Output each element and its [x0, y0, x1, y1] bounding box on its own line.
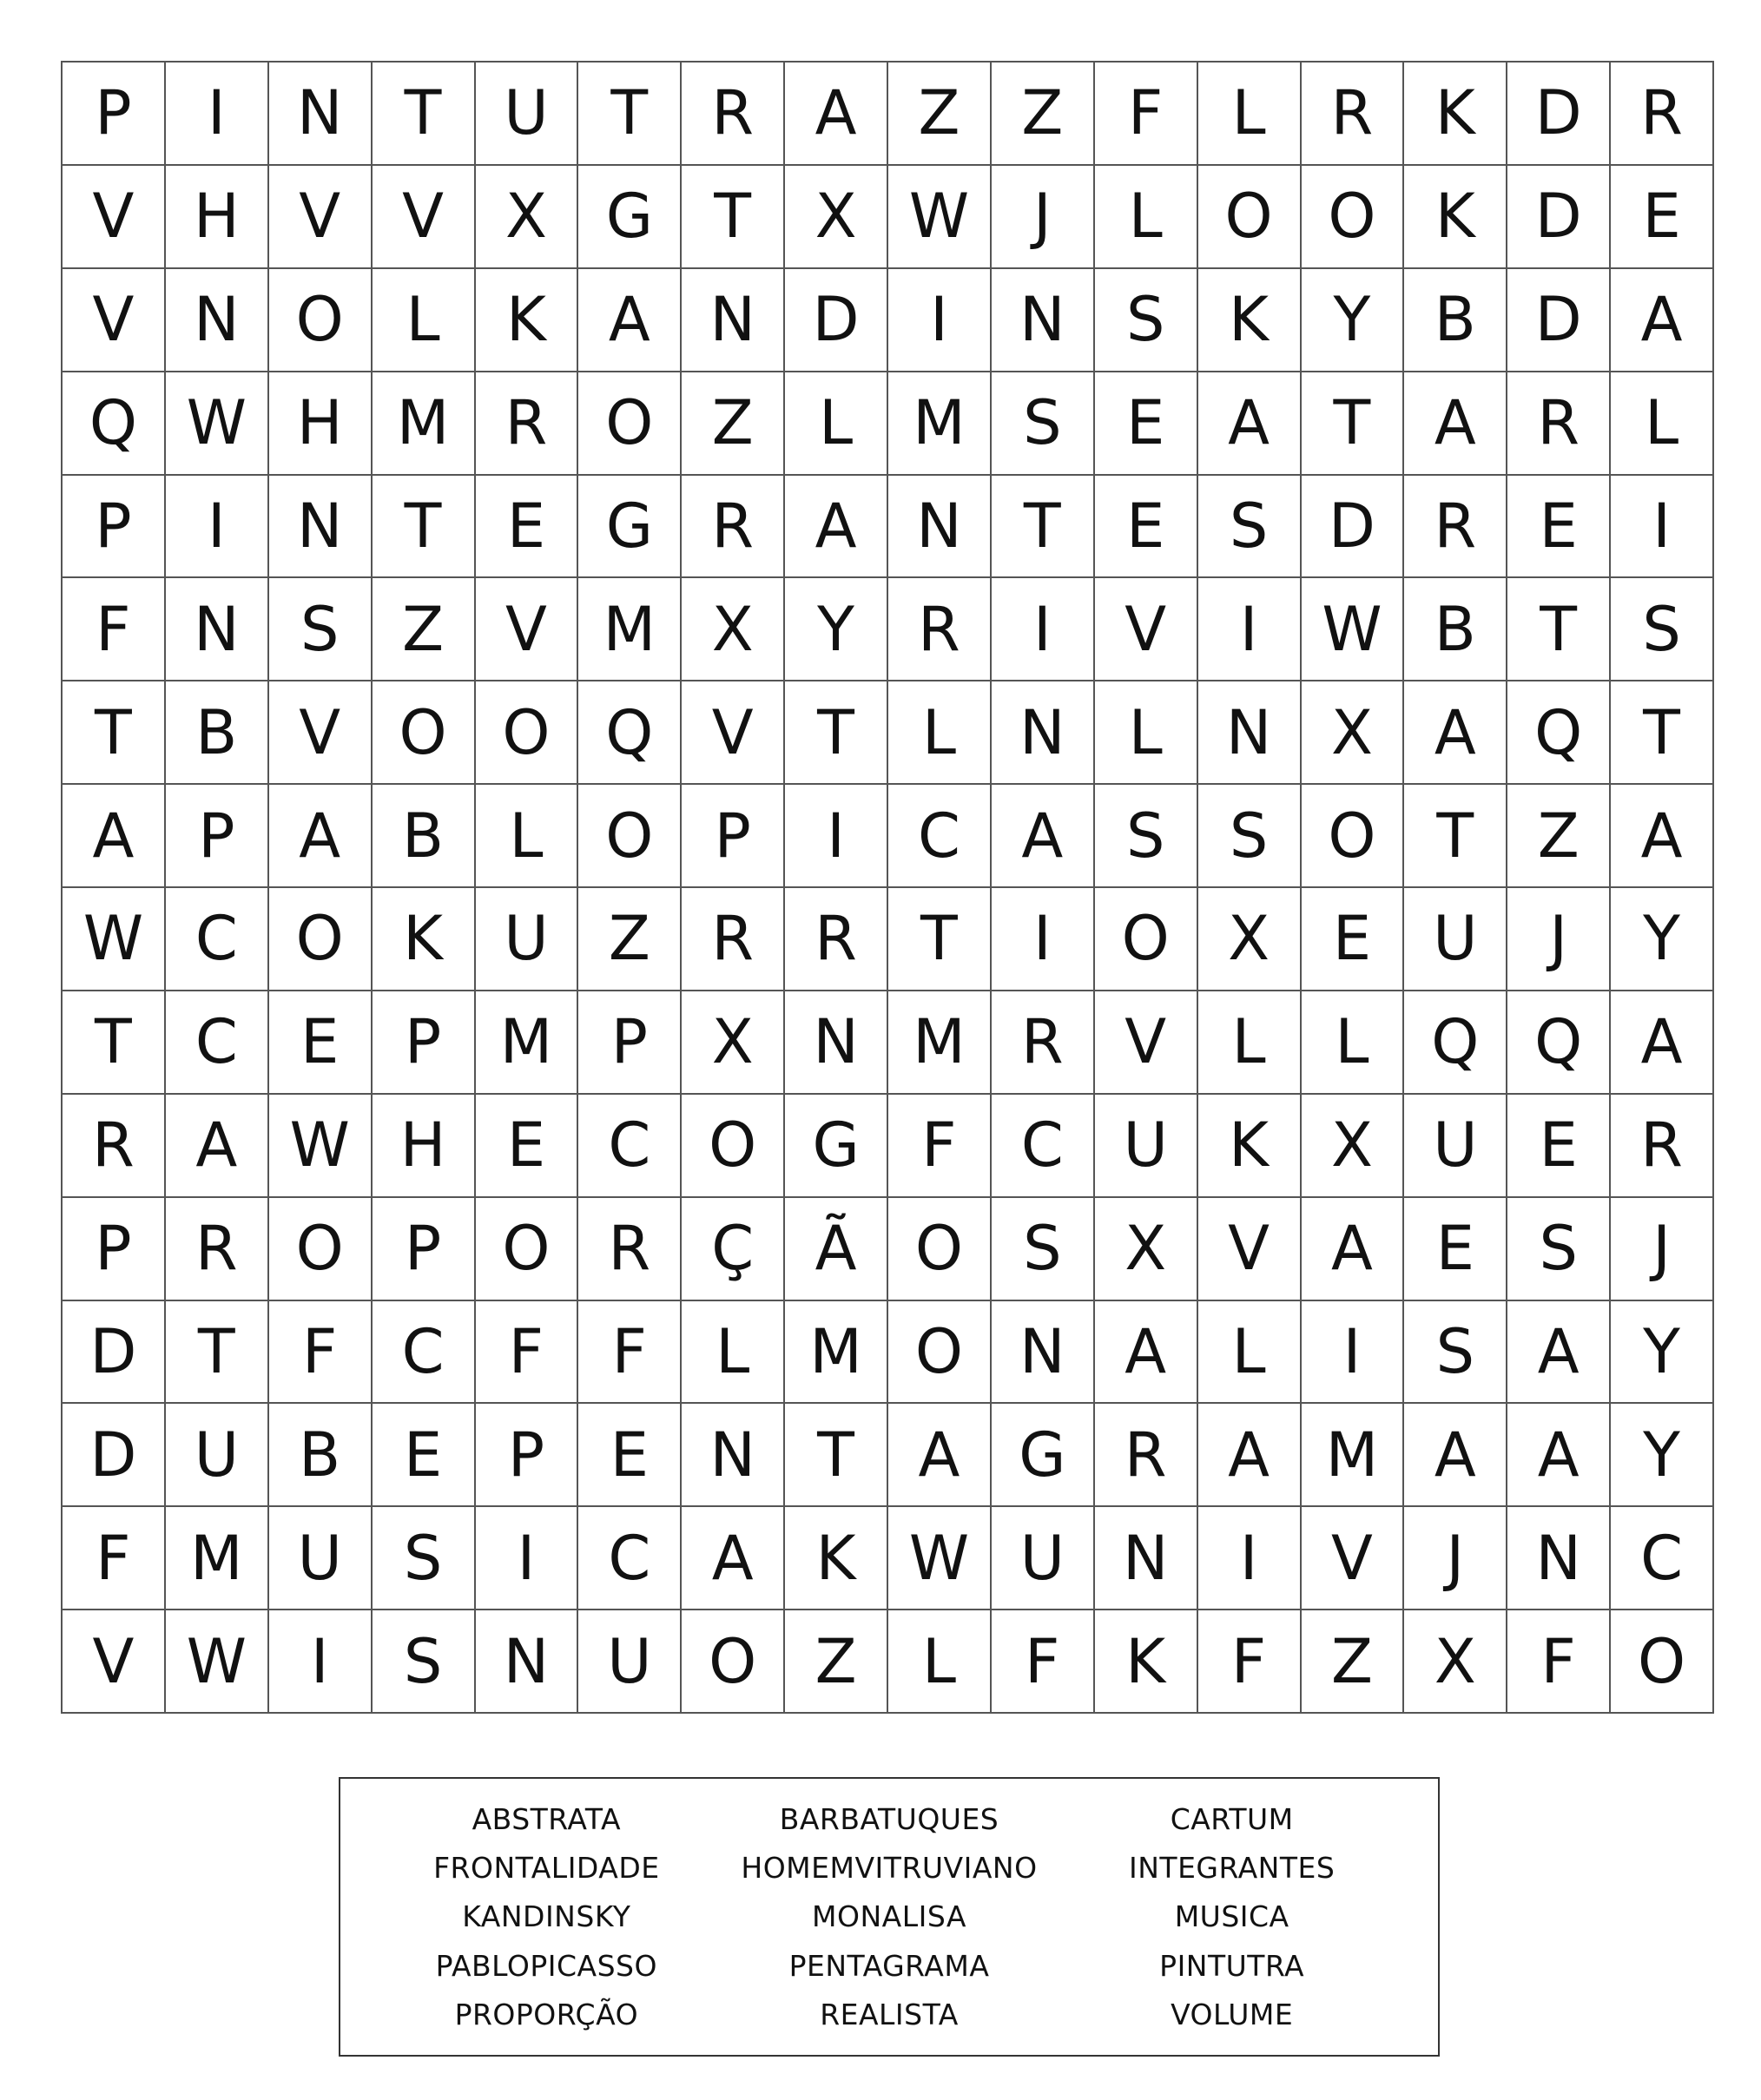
grid-cell[interactable]: E: [476, 1095, 579, 1198]
grid-cell[interactable]: V: [373, 166, 476, 269]
grid-cell[interactable]: D: [63, 1301, 166, 1405]
grid-cell[interactable]: Z: [992, 63, 1095, 166]
grid-cell[interactable]: N: [476, 1610, 579, 1714]
grid-cell[interactable]: A: [63, 785, 166, 888]
word-list-item: REALISTA: [820, 1998, 959, 2032]
grid-cell[interactable]: A: [1611, 991, 1714, 1095]
grid-cell[interactable]: B: [373, 785, 476, 888]
grid-cell[interactable]: S: [1404, 1301, 1507, 1405]
grid-cell[interactable]: O: [682, 1610, 785, 1714]
grid-cell[interactable]: A: [1507, 1301, 1611, 1405]
grid-cell[interactable]: P: [63, 476, 166, 579]
grid-cell[interactable]: E: [1507, 476, 1611, 579]
grid-cell[interactable]: O: [1302, 166, 1405, 269]
grid-cell[interactable]: A: [785, 63, 888, 166]
grid-cell[interactable]: P: [373, 1198, 476, 1301]
grid-cell[interactable]: N: [682, 1404, 785, 1507]
grid-cell[interactable]: E: [1095, 372, 1198, 476]
grid-cell[interactable]: M: [888, 991, 992, 1095]
grid-cell[interactable]: R: [578, 1198, 682, 1301]
grid-cell[interactable]: A: [785, 476, 888, 579]
grid-cell[interactable]: W: [269, 1095, 373, 1198]
grid-cell[interactable]: L: [373, 269, 476, 372]
grid-cell[interactable]: P: [63, 1198, 166, 1301]
grid-cell[interactable]: U: [476, 63, 579, 166]
grid-cell[interactable]: Z: [1302, 1610, 1405, 1714]
grid-cell[interactable]: H: [373, 1095, 476, 1198]
grid-cell[interactable]: D: [1507, 269, 1611, 372]
grid-cell[interactable]: O: [269, 888, 373, 991]
grid-cell[interactable]: C: [578, 1507, 682, 1610]
grid-cell[interactable]: T: [373, 476, 476, 579]
grid-cell[interactable]: M: [1302, 1404, 1405, 1507]
word-list-item: HOMEMVITRUVIANO: [741, 1851, 1038, 1886]
grid-cell[interactable]: T: [1404, 785, 1507, 888]
grid-cell[interactable]: L: [1095, 166, 1198, 269]
grid-cell[interactable]: X: [1095, 1198, 1198, 1301]
grid-cell[interactable]: F: [63, 1507, 166, 1610]
word-list-item: BARBATUQUES: [779, 1801, 999, 1836]
grid-cell[interactable]: D: [1507, 166, 1611, 269]
grid-cell[interactable]: A: [888, 1404, 992, 1507]
grid-cell[interactable]: H: [166, 166, 269, 269]
grid-cell[interactable]: B: [166, 681, 269, 785]
grid-cell[interactable]: P: [373, 991, 476, 1095]
grid-cell[interactable]: M: [476, 991, 579, 1095]
grid-cell[interactable]: S: [1095, 269, 1198, 372]
grid-cell[interactable]: T: [578, 63, 682, 166]
word-list-item: PENTAGRAMA: [788, 1948, 990, 1983]
grid-cell[interactable]: N: [992, 681, 1095, 785]
grid-cell[interactable]: L: [1198, 63, 1302, 166]
grid-cell[interactable]: Y: [785, 578, 888, 681]
grid-cell[interactable]: T: [682, 166, 785, 269]
grid-cell[interactable]: F: [888, 1095, 992, 1198]
grid-cell[interactable]: E: [1611, 166, 1714, 269]
grid-cell[interactable]: L: [476, 785, 579, 888]
word-list: [339, 1777, 1440, 2057]
grid-cell[interactable]: N: [1198, 681, 1302, 785]
grid-cell[interactable]: D: [63, 1404, 166, 1507]
grid-cell[interactable]: S: [269, 578, 373, 681]
grid-cell[interactable]: A: [1095, 1301, 1198, 1405]
grid-cell[interactable]: J: [1404, 1507, 1507, 1610]
grid-cell[interactable]: V: [1095, 991, 1198, 1095]
grid-cell[interactable]: K: [373, 888, 476, 991]
grid-cell[interactable]: R: [1507, 372, 1611, 476]
grid-cell[interactable]: P: [63, 63, 166, 166]
grid-cell[interactable]: X: [1302, 681, 1405, 785]
grid-cell[interactable]: E: [1404, 1198, 1507, 1301]
grid-cell[interactable]: J: [1507, 888, 1611, 991]
grid-cell[interactable]: A: [166, 1095, 269, 1198]
grid-cell[interactable]: W: [1302, 578, 1405, 681]
grid-cell[interactable]: O: [1095, 888, 1198, 991]
grid-cell[interactable]: T: [1507, 578, 1611, 681]
grid-cell[interactable]: T: [785, 1404, 888, 1507]
grid-cell[interactable]: V: [269, 166, 373, 269]
grid-cell[interactable]: M: [373, 372, 476, 476]
grid-cell[interactable]: P: [578, 991, 682, 1095]
grid-cell[interactable]: J: [992, 166, 1095, 269]
word-list-item: ABSTRATA: [472, 1801, 622, 1836]
grid-cell[interactable]: I: [888, 269, 992, 372]
grid-cell[interactable]: T: [888, 888, 992, 991]
grid-cell[interactable]: I: [166, 63, 269, 166]
grid-cell[interactable]: N: [166, 578, 269, 681]
grid-cell[interactable]: E: [476, 476, 579, 579]
grid-cell[interactable]: N: [269, 63, 373, 166]
grid-cell[interactable]: C: [166, 888, 269, 991]
word-list-item: FRONTALIDADE: [433, 1851, 660, 1886]
grid-cell[interactable]: S: [992, 372, 1095, 476]
grid-cell[interactable]: C: [578, 1095, 682, 1198]
grid-cell[interactable]: U: [1404, 1095, 1507, 1198]
grid-cell[interactable]: I: [269, 1610, 373, 1714]
grid-cell[interactable]: I: [992, 888, 1095, 991]
grid-cell[interactable]: L: [1095, 681, 1198, 785]
grid-cell[interactable]: C: [166, 991, 269, 1095]
grid-cell[interactable]: L: [1198, 991, 1302, 1095]
grid-cell[interactable]: B: [1404, 578, 1507, 681]
grid-cell[interactable]: W: [166, 1610, 269, 1714]
grid-cell[interactable]: P: [476, 1404, 579, 1507]
grid-cell[interactable]: Z: [888, 63, 992, 166]
grid-cell[interactable]: Z: [785, 1610, 888, 1714]
word-list-item: VOLUME: [1171, 1998, 1294, 2032]
grid-cell[interactable]: O: [1611, 1610, 1714, 1714]
grid-cell[interactable]: I: [1198, 1507, 1302, 1610]
grid-cell[interactable]: T: [785, 681, 888, 785]
grid-cell[interactable]: X: [476, 166, 579, 269]
grid-cell[interactable]: Q: [1404, 991, 1507, 1095]
grid-cell[interactable]: K: [1198, 269, 1302, 372]
grid-cell[interactable]: W: [888, 166, 992, 269]
grid-cell[interactable]: S: [1095, 785, 1198, 888]
grid-cell[interactable]: T: [63, 681, 166, 785]
grid-cell[interactable]: O: [476, 1198, 579, 1301]
grid-cell[interactable]: Q: [63, 372, 166, 476]
grid-cell[interactable]: R: [682, 476, 785, 579]
grid-cell[interactable]: K: [1095, 1610, 1198, 1714]
grid-cell[interactable]: Y: [1302, 269, 1405, 372]
grid-cell[interactable]: B: [269, 1404, 373, 1507]
grid-cell[interactable]: O: [1198, 166, 1302, 269]
grid-cell[interactable]: G: [992, 1404, 1095, 1507]
word-list-item: PINTUTRA: [1159, 1948, 1305, 1983]
grid-cell[interactable]: T: [63, 991, 166, 1095]
grid-cell[interactable]: V: [63, 1610, 166, 1714]
grid-cell[interactable]: S: [1507, 1198, 1611, 1301]
grid-cell[interactable]: R: [476, 372, 579, 476]
word-list-item: MONALISA: [812, 1899, 966, 1934]
grid-cell[interactable]: S: [373, 1610, 476, 1714]
grid-cell[interactable]: U: [166, 1404, 269, 1507]
grid-cell[interactable]: R: [1611, 63, 1714, 166]
grid-cell[interactable]: E: [1302, 888, 1405, 991]
grid-cell[interactable]: M: [578, 578, 682, 681]
grid-cell[interactable]: E: [578, 1404, 682, 1507]
grid-cell[interactable]: O: [578, 785, 682, 888]
grid-cell[interactable]: O: [888, 1301, 992, 1405]
grid-cell[interactable]: N: [1507, 1507, 1611, 1610]
grid-cell[interactable]: X: [1198, 888, 1302, 991]
grid-cell[interactable]: Z: [1507, 785, 1611, 888]
grid-cell[interactable]: A: [578, 269, 682, 372]
grid-cell[interactable]: A: [1198, 372, 1302, 476]
grid-cell[interactable]: N: [888, 476, 992, 579]
grid-cell[interactable]: U: [992, 1507, 1095, 1610]
grid-cell[interactable]: O: [888, 1198, 992, 1301]
grid-cell[interactable]: D: [1507, 63, 1611, 166]
grid-cell[interactable]: C: [373, 1301, 476, 1405]
grid-cell[interactable]: F: [1095, 63, 1198, 166]
grid-cell[interactable]: O: [476, 681, 579, 785]
grid-cell[interactable]: E: [269, 991, 373, 1095]
grid-cell[interactable]: Q: [1507, 681, 1611, 785]
word-list-item: MUSICA: [1174, 1899, 1289, 1934]
grid-cell[interactable]: I: [1611, 476, 1714, 579]
grid-cell[interactable]: W: [888, 1507, 992, 1610]
grid-cell[interactable]: Q: [1507, 991, 1611, 1095]
grid-cell[interactable]: K: [1404, 166, 1507, 269]
grid-cell[interactable]: S: [1198, 785, 1302, 888]
grid-cell[interactable]: O: [269, 1198, 373, 1301]
grid-cell[interactable]: R: [166, 1198, 269, 1301]
grid-cell[interactable]: D: [785, 269, 888, 372]
grid-cell[interactable]: I: [1302, 1301, 1405, 1405]
grid-cell[interactable]: Y: [1611, 1404, 1714, 1507]
grid-cell[interactable]: R: [63, 1095, 166, 1198]
grid-cell[interactable]: A: [1198, 1404, 1302, 1507]
grid-cell[interactable]: P: [682, 785, 785, 888]
grid-cell[interactable]: V: [682, 681, 785, 785]
grid-cell[interactable]: L: [785, 372, 888, 476]
grid-cell[interactable]: T: [166, 1301, 269, 1405]
grid-cell[interactable]: X: [682, 991, 785, 1095]
grid-cell[interactable]: R: [1302, 63, 1405, 166]
grid-cell[interactable]: V: [269, 681, 373, 785]
grid-cell[interactable]: Y: [1611, 1301, 1714, 1405]
grid-cell[interactable]: N: [166, 269, 269, 372]
grid-cell[interactable]: T: [992, 476, 1095, 579]
grid-cell[interactable]: Z: [682, 372, 785, 476]
grid-cell[interactable]: I: [476, 1507, 579, 1610]
grid-cell[interactable]: R: [1404, 476, 1507, 579]
grid-cell[interactable]: U: [578, 1610, 682, 1714]
grid-cell[interactable]: V: [1302, 1507, 1405, 1610]
grid-cell[interactable]: V: [63, 269, 166, 372]
grid-cell[interactable]: C: [1611, 1507, 1714, 1610]
grid-cell[interactable]: I: [785, 785, 888, 888]
grid-cell[interactable]: A: [992, 785, 1095, 888]
grid-cell[interactable]: X: [1404, 1610, 1507, 1714]
grid-cell[interactable]: N: [785, 991, 888, 1095]
grid-cell[interactable]: O: [373, 681, 476, 785]
grid-cell[interactable]: E: [1507, 1095, 1611, 1198]
grid-cell[interactable]: W: [63, 888, 166, 991]
grid-cell[interactable]: X: [785, 166, 888, 269]
grid-cell[interactable]: F: [992, 1610, 1095, 1714]
word-list-item: CARTUM: [1170, 1801, 1294, 1836]
grid-cell[interactable]: J: [1611, 1198, 1714, 1301]
grid-cell[interactable]: I: [992, 578, 1095, 681]
grid-cell[interactable]: R: [992, 991, 1095, 1095]
grid-cell[interactable]: V: [1198, 1198, 1302, 1301]
grid-cell[interactable]: Y: [1611, 888, 1714, 991]
word-list-item: KANDINSKY: [462, 1899, 631, 1934]
grid-cell[interactable]: T: [373, 63, 476, 166]
grid-cell[interactable]: W: [166, 372, 269, 476]
grid-cell[interactable]: U: [1095, 1095, 1198, 1198]
grid-cell[interactable]: I: [1198, 578, 1302, 681]
grid-cell[interactable]: H: [269, 372, 373, 476]
grid-cell[interactable]: L: [1611, 372, 1714, 476]
grid-cell[interactable]: B: [1404, 269, 1507, 372]
grid-cell[interactable]: V: [476, 578, 579, 681]
grid-cell[interactable]: M: [785, 1301, 888, 1405]
grid-cell[interactable]: K: [476, 269, 579, 372]
grid-cell[interactable]: R: [682, 888, 785, 991]
grid-cell[interactable]: P: [166, 785, 269, 888]
grid-cell[interactable]: R: [682, 63, 785, 166]
grid-cell[interactable]: N: [992, 1301, 1095, 1405]
grid-cell[interactable]: Z: [578, 888, 682, 991]
grid-cell[interactable]: D: [1302, 476, 1405, 579]
grid-cell[interactable]: L: [888, 681, 992, 785]
grid-cell[interactable]: A: [1404, 1404, 1507, 1507]
grid-cell[interactable]: L: [1198, 1301, 1302, 1405]
word-list-item: PROPORÇÃO: [454, 1998, 639, 2032]
grid-cell[interactable]: K: [1404, 63, 1507, 166]
grid-cell[interactable]: A: [1404, 681, 1507, 785]
grid-cell[interactable]: L: [682, 1301, 785, 1405]
grid-cell[interactable]: T: [1302, 372, 1405, 476]
grid-cell[interactable]: K: [785, 1507, 888, 1610]
grid-cell[interactable]: L: [888, 1610, 992, 1714]
grid-cell[interactable]: T: [1611, 681, 1714, 785]
grid-cell[interactable]: G: [578, 166, 682, 269]
grid-cell[interactable]: S: [1198, 476, 1302, 579]
grid-cell[interactable]: A: [269, 785, 373, 888]
grid-cell[interactable]: F: [578, 1301, 682, 1405]
grid-cell[interactable]: S: [1611, 578, 1714, 681]
grid-cell[interactable]: R: [1095, 1404, 1198, 1507]
grid-cell[interactable]: A: [1611, 785, 1714, 888]
word-list-item: INTEGRANTES: [1129, 1851, 1336, 1886]
grid-cell[interactable]: N: [269, 476, 373, 579]
word-list-item: PABLOPICASSO: [435, 1948, 657, 1983]
grid-cell[interactable]: O: [682, 1095, 785, 1198]
grid-cell[interactable]: S: [992, 1198, 1095, 1301]
grid-cell[interactable]: F: [1198, 1610, 1302, 1714]
grid-cell[interactable]: O: [269, 269, 373, 372]
grid-cell[interactable]: E: [373, 1404, 476, 1507]
grid-cell[interactable]: U: [269, 1507, 373, 1610]
grid-cell[interactable]: R: [888, 578, 992, 681]
grid-cell[interactable]: A: [682, 1507, 785, 1610]
grid-cell[interactable]: F: [476, 1301, 579, 1405]
grid-cell[interactable]: Q: [578, 681, 682, 785]
grid-cell[interactable]: S: [373, 1507, 476, 1610]
grid-cell[interactable]: G: [785, 1095, 888, 1198]
grid-cell[interactable]: F: [1507, 1610, 1611, 1714]
grid-cell[interactable]: Ç: [682, 1198, 785, 1301]
grid-cell[interactable]: C: [992, 1095, 1095, 1198]
grid-cell[interactable]: C: [888, 785, 992, 888]
grid-cell[interactable]: G: [578, 476, 682, 579]
grid-cell[interactable]: V: [63, 166, 166, 269]
letter-grid: [61, 61, 1714, 1714]
grid-cell[interactable]: F: [269, 1301, 373, 1405]
grid-cell[interactable]: A: [1404, 372, 1507, 476]
grid-cell[interactable]: O: [578, 372, 682, 476]
grid-cell[interactable]: A: [1611, 269, 1714, 372]
grid-cell[interactable]: R: [1611, 1095, 1714, 1198]
grid-cell[interactable]: V: [1095, 578, 1198, 681]
grid-cell[interactable]: Ã: [785, 1198, 888, 1301]
grid-cell[interactable]: E: [1095, 476, 1198, 579]
grid-cell[interactable]: F: [63, 578, 166, 681]
grid-cell[interactable]: U: [1404, 888, 1507, 991]
grid-cell[interactable]: A: [1507, 1404, 1611, 1507]
grid-cell[interactable]: N: [682, 269, 785, 372]
grid-cell[interactable]: K: [1198, 1095, 1302, 1198]
grid-cell[interactable]: M: [166, 1507, 269, 1610]
grid-cell[interactable]: O: [1302, 785, 1405, 888]
grid-cell[interactable]: R: [785, 888, 888, 991]
grid-cell[interactable]: Z: [373, 578, 476, 681]
grid-cell[interactable]: X: [682, 578, 785, 681]
grid-cell[interactable]: I: [166, 476, 269, 579]
grid-cell[interactable]: X: [1302, 1095, 1405, 1198]
grid-cell[interactable]: A: [1302, 1198, 1405, 1301]
grid-cell[interactable]: M: [888, 372, 992, 476]
grid-cell[interactable]: N: [1095, 1507, 1198, 1610]
grid-cell[interactable]: U: [476, 888, 579, 991]
grid-cell[interactable]: N: [992, 269, 1095, 372]
grid-cell[interactable]: L: [1302, 991, 1405, 1095]
